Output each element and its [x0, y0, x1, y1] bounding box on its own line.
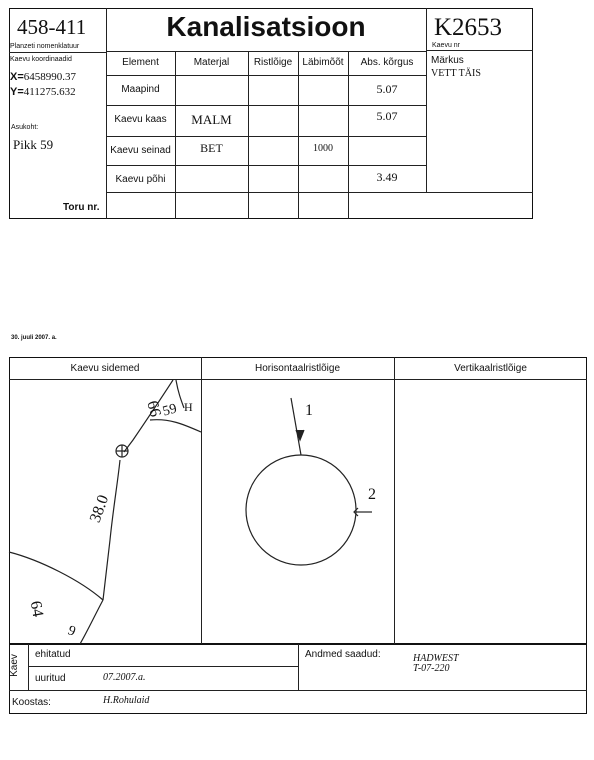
pipe-label: Toru nr.	[63, 202, 100, 213]
table-cell-element: Kaevu seinad	[110, 145, 171, 156]
x-label: X=	[10, 71, 24, 83]
divider	[9, 690, 587, 691]
divider	[106, 105, 426, 106]
sketch-label: 9	[65, 623, 78, 640]
column-header: Ristlõige	[253, 57, 293, 68]
section-header-vertical: Vertikaalristlõige	[454, 363, 527, 374]
section-header-horizontal: Horisontaalristlõige	[254, 363, 341, 374]
sketch-label: 38.0	[86, 492, 113, 525]
location-label: Asukoht:	[11, 124, 39, 131]
table-cell-abs: 3.49	[376, 170, 398, 184]
nomenclature-label: Planzeti nomenklatuur	[10, 43, 80, 50]
divider	[175, 51, 176, 219]
kaev-label: Kaev	[8, 654, 20, 677]
surveyed-label: uuritud	[35, 673, 66, 684]
column-header: Läbimõõt	[302, 57, 344, 68]
divider	[298, 644, 299, 690]
table-cell-abs: 5.07	[376, 109, 398, 123]
divider	[9, 52, 106, 53]
divider	[106, 192, 533, 193]
divider	[426, 8, 427, 192]
y-value: 411275.632	[23, 86, 76, 98]
data-from-value: HADWEST	[413, 653, 459, 664]
divider	[28, 644, 29, 690]
divider	[106, 51, 426, 52]
date-stamp: 30. juuli 2007. a.	[11, 335, 57, 341]
y-coordinate	[10, 86, 76, 98]
divider	[426, 50, 533, 51]
surveyed-value: 07.2007.a.	[103, 672, 146, 683]
divider	[106, 136, 426, 137]
data-from-value: T-07-220	[413, 663, 450, 674]
sketch-label: 59	[161, 401, 179, 420]
table-cell-material: MALM	[191, 112, 232, 127]
compiled-value: H.Rohulaid	[103, 695, 150, 706]
table-cell-material: BET	[200, 141, 223, 155]
data-from-label: Andmed saadud:	[305, 649, 381, 660]
sketch-label: 2	[368, 486, 376, 503]
well-number-label: Kaevu nr	[432, 42, 461, 49]
table-cell-diameter: 1000	[313, 143, 333, 154]
table-cell-element: Kaevu kaas	[114, 114, 167, 125]
remarks-label: Märkus	[431, 55, 464, 66]
divider	[9, 379, 587, 380]
x-coordinate	[10, 71, 76, 83]
table-cell-abs: 5.07	[376, 82, 398, 96]
sketch-label: 1	[305, 402, 313, 419]
divider	[201, 357, 202, 644]
column-header: Abs. kõrgus	[360, 57, 414, 68]
divider	[348, 51, 349, 219]
built-label: ehitatud	[35, 649, 71, 660]
divider	[28, 666, 298, 667]
well-number: K2653	[434, 14, 503, 41]
sketch-label: 66	[143, 398, 164, 419]
column-header: Element	[122, 57, 159, 68]
table-cell-element: Maapind	[121, 84, 160, 95]
x-value: 6458990.37	[23, 71, 77, 83]
divider	[106, 75, 426, 76]
remarks-value: VETT TÄIS	[431, 68, 481, 79]
location-value: Pikk 59	[13, 137, 54, 152]
nomenclature: 458-411	[17, 15, 87, 39]
page-title: Kanalisatsioon	[166, 11, 366, 42]
divider	[394, 357, 395, 644]
coords-label: Kaevu koordinaadid	[10, 56, 72, 63]
sketch-label: H	[184, 400, 193, 414]
divider	[248, 51, 249, 219]
divider	[106, 165, 426, 166]
section-header-connections: Kaevu sidemed	[70, 363, 140, 374]
sketch-label: 64	[26, 599, 47, 619]
divider	[298, 51, 299, 219]
y-label: Y=	[10, 86, 24, 98]
column-header: Materjal	[193, 57, 230, 68]
compiled-label: Koostas:	[12, 697, 51, 708]
table-cell-element: Kaevu põhi	[115, 174, 166, 185]
